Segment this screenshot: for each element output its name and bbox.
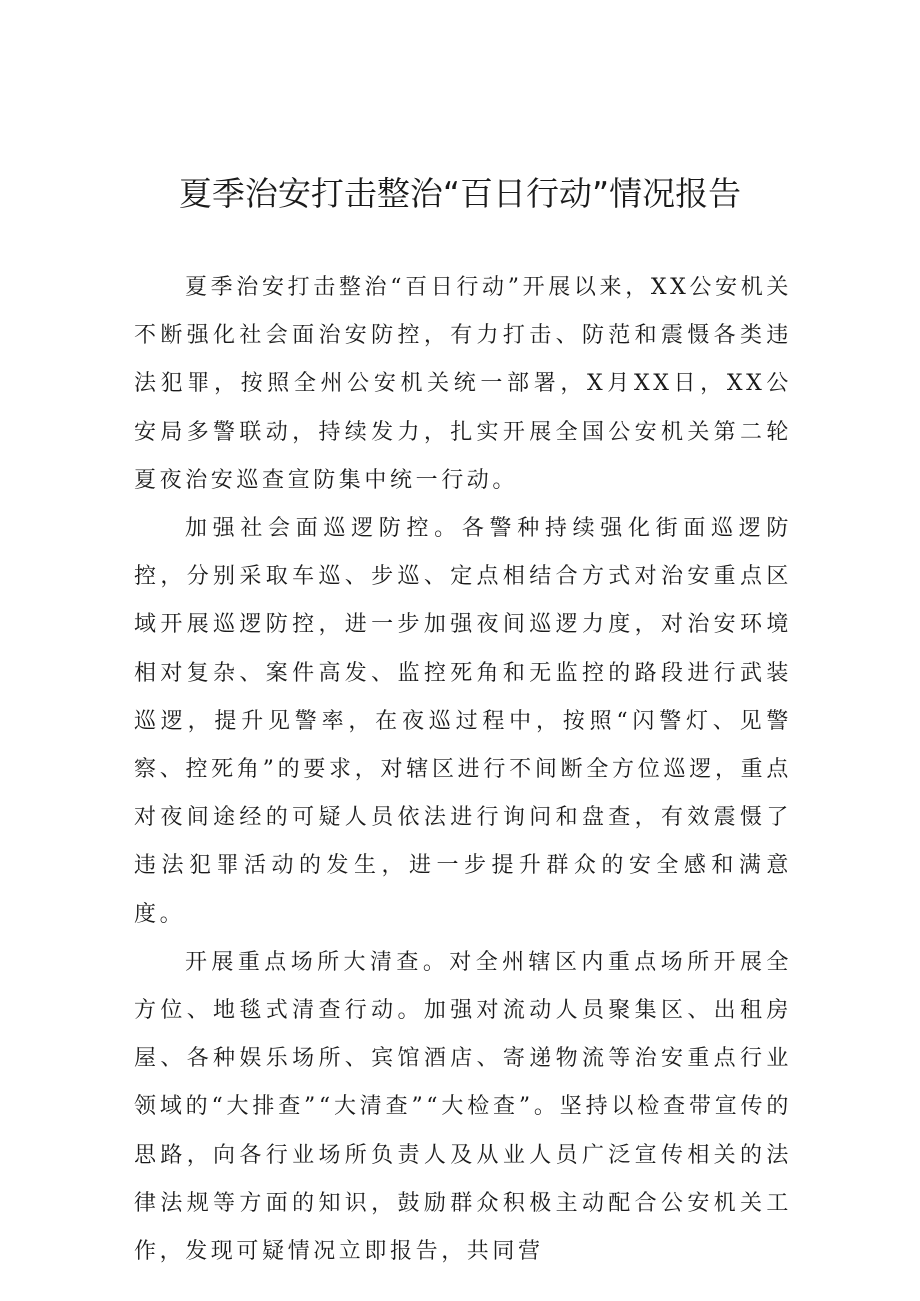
document-body: [134, 264, 792, 1276]
paragraph-intro: 夏季治安打击整治“百日行动”开展以来，XX公安机关不断强化社会面治安防控，有力打击、防范和震慑各类违法犯罪，按照全州公安机关统一部署，X月XX日，XX公安局多警联动，持续发力，扎实开展全国公安机关第二轮夏夜治安巡查宣防集中统一行动。: [134, 275, 792, 493]
document-title: 夏季治安打击整治“百日行动”情况报告: [178, 174, 742, 213]
paragraph-patrol: 加强社会面巡逻防控。各警种持续强化街面巡逻防控，分别采取车巡、步巡、定点相结合方式对治安重点区域开展巡逻防控，进一步加强夜间巡逻力度，对治安环境相对复杂、案件高发、监控死角和无监控的路段进行武装巡逻，提升见警率，在夜巡过程中，按照“闪警灯、见警察、控死角”的要求，对辖区进行不间断全方位巡逻，重点对夜间途经的可疑人员依法进行询问和盘查，有效震慑了违法犯罪活动的发生，进一步提升群众的安全感和满意度。: [134, 516, 792, 927]
paragraph-inspection: 开展重点场所大清查。对全州辖区内重点场所开展全方位、地毯式清查行动。加强对流动人员聚集区、出租房屋、各种娱乐场所、宾馆酒店、寄递物流等治安重点行业领域的“大排查”“大清查”“大检查”。坚持以检查带宣传的思路，向各行业场所负责人及从业人员广泛宣传相关的法律法规等方面的知识，鼓励群众积极主动配合公安机关工作，发现可疑情况立即报告，共同营: [134, 949, 792, 1265]
